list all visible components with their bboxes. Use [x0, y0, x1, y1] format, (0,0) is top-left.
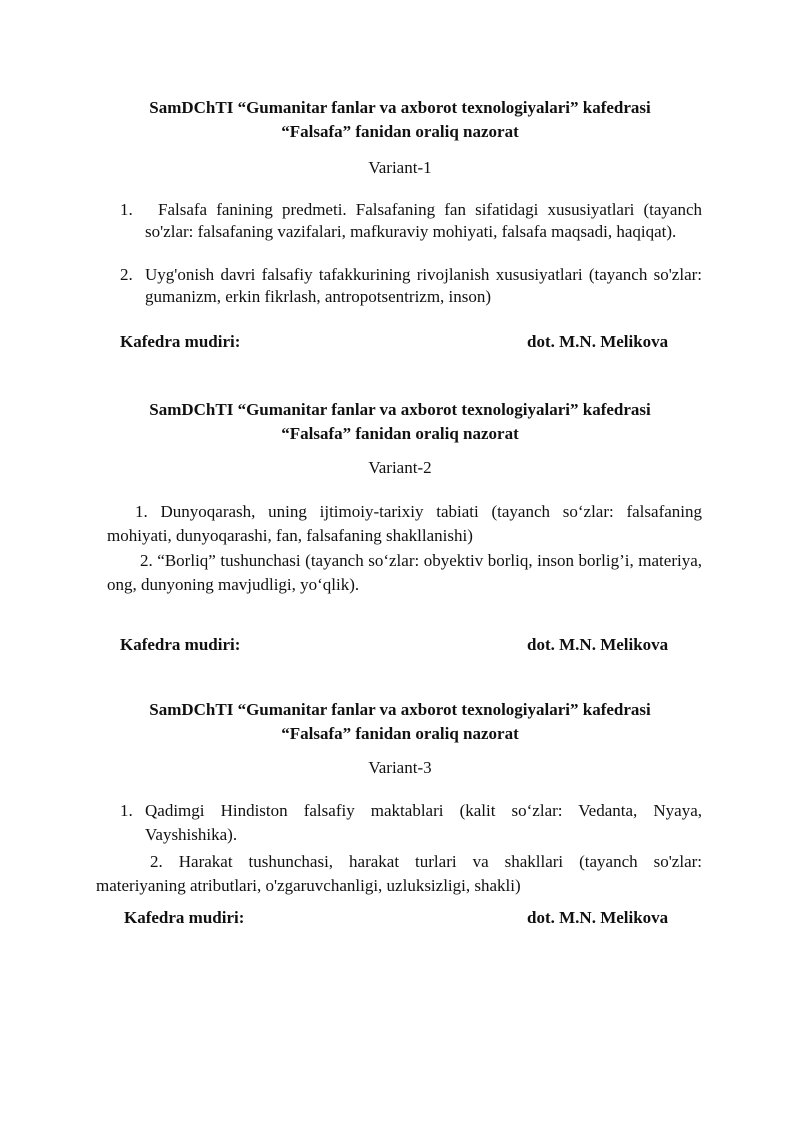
- question-body: “Borliq” tushunchasi (tayanch so‘zlar: obyektiv borliq, inson borlig’i, materiya, ong, dunyoning mavjudligi, yo‘qlik).: [107, 551, 703, 594]
- question-text: [107, 500, 702, 548]
- question-text: Uyg'onish davri falsafiy tafakkurining rivojlanish xususiyatlari (tayanch so'zlar: gumanizm, erkin fikrlash, antropotsentrizm, inson): [145, 265, 702, 306]
- signer-name: dot. M.N. Melikova: [527, 635, 669, 654]
- variant-label: Variant-1: [368, 158, 432, 177]
- question-number: 1.: [120, 801, 133, 820]
- signer-name: dot. M.N. Melikova: [527, 908, 669, 927]
- signer-label: Kafedra mudiri:: [120, 332, 241, 351]
- department-title: SamDChTI “Gumanitar fanlar va axborot texnologiyalari” kafedrasi: [149, 400, 651, 419]
- department-title: SamDChTI “Gumanitar fanlar va axborot texnologiyalari” kafedrasi: [149, 700, 651, 719]
- exam-title: “Falsafa” fanidan oraliq nazorat: [281, 122, 519, 141]
- question-number: 2.: [150, 852, 163, 871]
- question-text: Falsafa fanining predmeti. Falsafaning fan sifatidagi xususiyatlari (tayanch so'zlar: falsafaning vazifalari, mafkuraviy mohiyati, falsafa maqsadi, haqiqat).: [145, 200, 702, 241]
- question-body: Dunyoqarash, uning ijtimoiy-tarixiy tabiati (tayanch so‘zlar: falsafaning mohiyati, dunyoqarashi, fan, falsafaning shakllanishi): [107, 502, 702, 545]
- signer-label: Kafedra mudiri:: [120, 635, 241, 654]
- question-text: Qadimgi Hindiston falsafiy maktablari (kalit so‘zlar: Vedanta, Nyaya, Vayshishika).: [145, 801, 702, 844]
- question-text: [107, 549, 702, 597]
- signer-label: Kafedra mudiri:: [124, 908, 245, 927]
- question-number: 1.: [135, 502, 148, 521]
- variant-label: Variant-2: [368, 458, 432, 477]
- question-body: Harakat tushunchasi, harakat turlari va shakllari (tayanch so'zlar: materiyaning atributlari, o'zgaruvchanligi, uzluksizligi, shakli): [96, 852, 703, 895]
- variant-label: Variant-3: [368, 758, 432, 777]
- exam-title: “Falsafa” fanidan oraliq nazorat: [281, 424, 519, 443]
- signer-name: dot. M.N. Melikova: [527, 332, 669, 351]
- question-number: 2.: [120, 265, 133, 284]
- department-title: SamDChTI “Gumanitar fanlar va axborot texnologiyalari” kafedrasi: [149, 98, 651, 117]
- question-number: 2.: [140, 551, 153, 570]
- question-number: 1.: [120, 200, 133, 219]
- question-text: [96, 850, 702, 898]
- exam-title: “Falsafa” fanidan oraliq nazorat: [281, 724, 519, 743]
